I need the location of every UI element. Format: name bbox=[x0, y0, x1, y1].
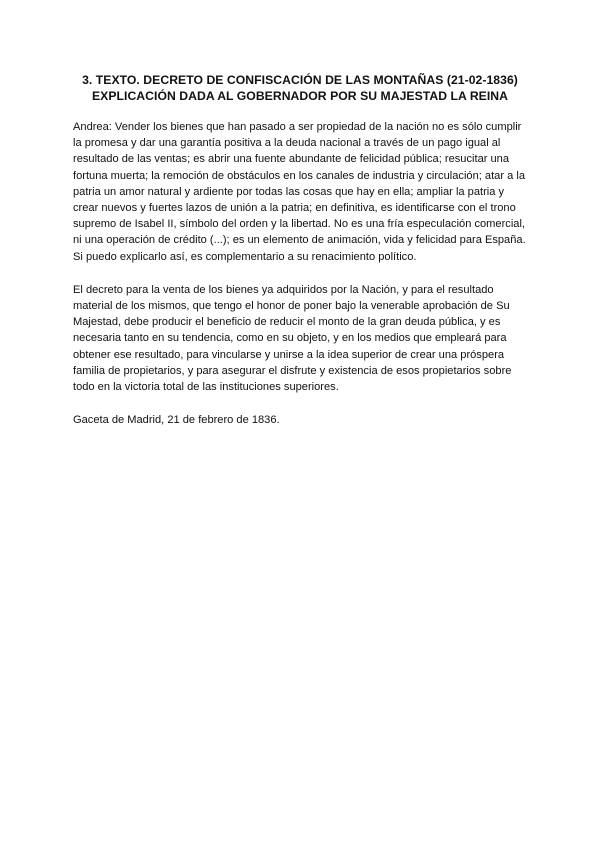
source-citation bbox=[73, 412, 543, 428]
paragraph-speech bbox=[73, 119, 543, 265]
text-line: crear nuevos y fuertes lazos de unión a la patria; en definitiva, es identificarse con el trono bbox=[73, 202, 516, 215]
text-line: Gaceta de Madrid, 21 de febrero de 1836. bbox=[73, 414, 280, 427]
paragraph-decree bbox=[73, 282, 543, 395]
text-line: material de los mismos, que tengo el honor de poner bajo la venerable aprobación de Su bbox=[73, 300, 510, 313]
text-line: fortuna muerta; la remoción de obstáculos en los canales de industria y circulación; atar a la bbox=[73, 169, 526, 182]
text-line: resultado de las ventas; es abrir una fuente abundante de felicidad pública; resucitar una bbox=[73, 153, 510, 166]
text-line: todo en la victoria total de las instituciones superiores. bbox=[73, 381, 339, 394]
text-line: supremo de Isabel II, símbolo del orden y la libertad. No es una fría especulación comercial, bbox=[73, 218, 525, 231]
text-line: obtener ese resultado, para vincularse y unirse a la idea superior de crear una próspera bbox=[73, 348, 505, 361]
text-line: Majestad, debe producir el beneficio de reducir el monto de la gran deuda pública, y es bbox=[73, 316, 501, 329]
text-line: El decreto para la venta de los bienes ya adquiridos por la Nación, y para el resultado bbox=[73, 283, 494, 296]
text-line: familia de propietarios, y para asegurar el disfrute y existencia de esos propietarios sobre bbox=[73, 364, 512, 377]
text-line: ni una operación de crédito (...); es un elemento de animación, vida y felicidad para España. bbox=[73, 234, 526, 247]
title-line: 3. TEXTO. DECRETO DE CONFISCACIÓN DE LAS MONTAÑAS (21-02-1836) bbox=[82, 73, 518, 87]
document-body bbox=[73, 119, 543, 445]
text-line: Andrea: Vender los bienes que han pasado a ser propiedad de la nación no es sólo cumplir bbox=[73, 121, 522, 133]
text-line: patria un amor natural y ardiente por todas las cosas que hay en ella; ampliar la patria y bbox=[73, 185, 505, 198]
title-line: EXPLICACIÓN DADA AL GOBERNADOR POR SU MAJESTAD LA REINA bbox=[91, 89, 508, 103]
text-line: necesaria tanto en su tendencia, como en su objeto, y en los medios que empleará para bbox=[73, 332, 507, 345]
text-line: la promesa y dar una garantía positiva a la deuda nacional a través de un pago igual al bbox=[73, 137, 501, 150]
text-line: Si puedo explicarlo así, es complementario a su renacimiento político. bbox=[73, 250, 417, 263]
document-title bbox=[60, 72, 540, 104]
